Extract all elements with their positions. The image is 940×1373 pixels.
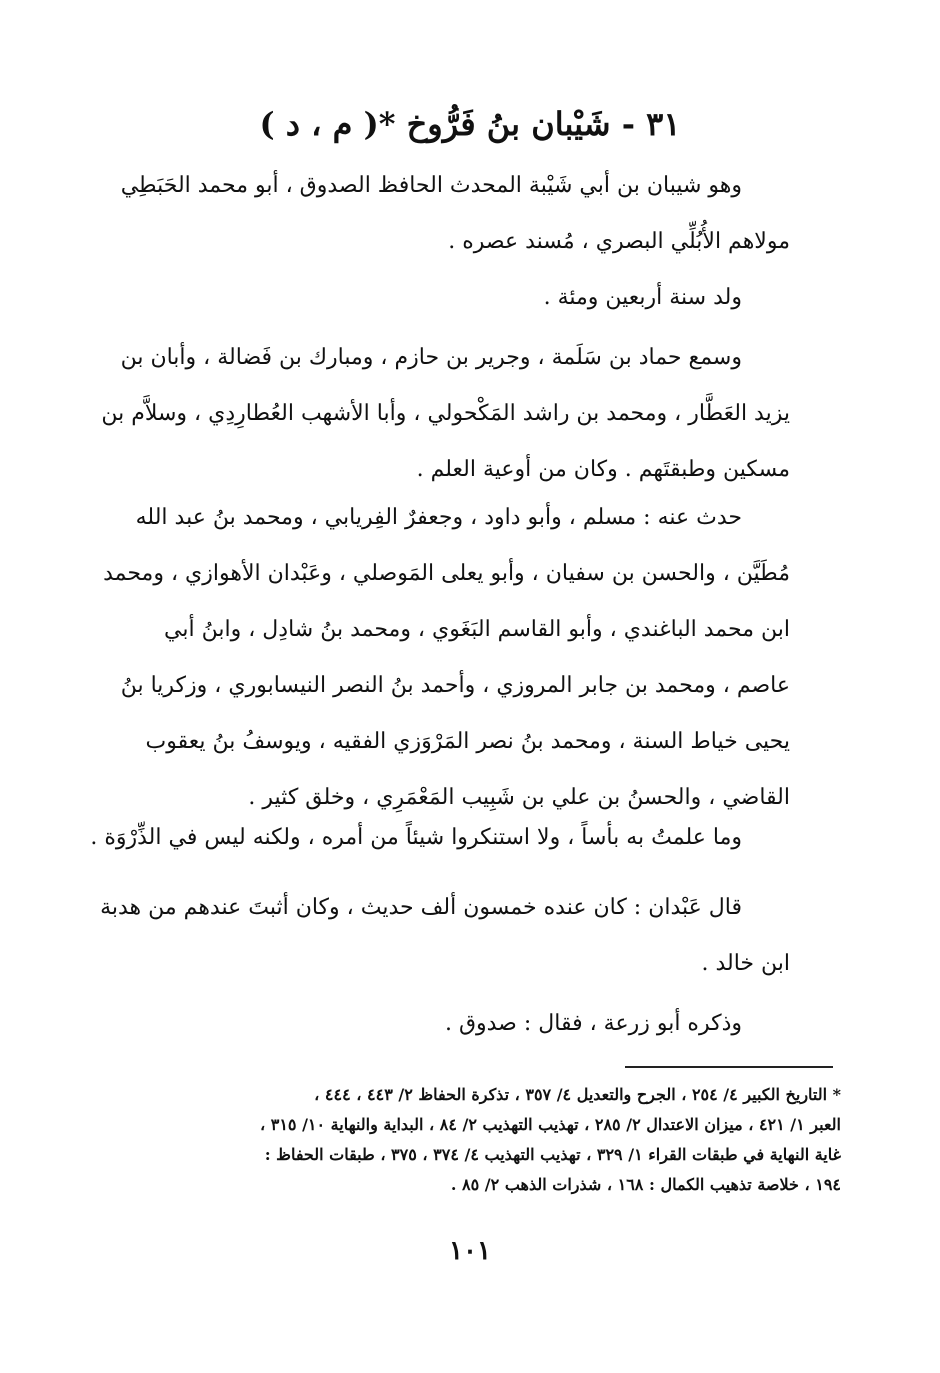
text-line: قال عَبْدان : كان عنده خمسون ألف حديث ، وكان أثبتَ عندهم من هدبة xyxy=(100,895,742,920)
paragraph-students xyxy=(103,490,790,826)
footnote-line: * التاريخ الكبير ٤/ ٢٥٤ ، الجرح والتعديل ٤/ ٣٥٧ ، تذكرة الحفاظ ٢/ ٤٤٣ ، ٤٤٤ ، xyxy=(314,1085,841,1104)
text-line: حدث عنه : مسلم ، وأبو داود ، وجعفرٌ الفِريابي ، ومحمد بنُ عبد الله xyxy=(135,505,742,530)
footnote-line: غاية النهاية في طبقات القراء ١/ ٣٢٩ ، تهذيب التهذيب ٤/ ٣٧٤ ، ٣٧٥ ، طبقات الحفاظ : xyxy=(264,1145,841,1164)
footnote-sources xyxy=(166,1080,841,1200)
text-line: القاضي ، والحسنُ بن علي بن شَبِيب المَعْمَرِي ، وخلق كثير . xyxy=(248,785,790,810)
text-line: مُطَيَّن ، والحسن بن سفيان ، وأبو يعلى المَوصلي ، وعَبْدان الأهوازي ، ومحمد xyxy=(103,561,790,586)
text-line: وسمع حماد بن سَلَمة ، وجرير بن حازم ، ومبارك بن فَضالة ، وأبان بن xyxy=(120,345,742,370)
text-line: ابن خالد . xyxy=(701,951,790,976)
text-line: وما علمتُ به بأساً ، ولا استنكروا شيئاً من أمره ، ولكنه ليس في الذِّرْوَة . xyxy=(90,825,742,850)
paragraph-abu-zura xyxy=(166,996,790,1052)
footnote-line: ١٩٤ ، خلاصة تذهيب الكمال : ١٦٨ ، شذرات الذهب ٢/ ٨٥ . xyxy=(450,1175,841,1194)
entry-title: ٣١ - شَيْبان بنُ فَرُّوخ *( م ، د ) xyxy=(259,105,681,143)
paragraph-abdan-quote xyxy=(100,880,790,992)
text-line: وذكره أبو زرعة ، فقال : صدوق . xyxy=(444,1011,742,1036)
paragraph-bio xyxy=(120,158,790,270)
paragraph-birth xyxy=(166,270,790,326)
footnote-divider xyxy=(625,1066,833,1068)
paragraph-assessment xyxy=(90,810,790,866)
text-line: ولد سنة أربعين ومئة . xyxy=(543,285,742,310)
page-number: ١٠١ xyxy=(449,1236,491,1266)
text-line: عاصم ، ومحمد بن جابر المروزي ، وأحمد بنُ النصر النيسابوري ، وزكريا بنُ xyxy=(120,673,790,698)
paragraph-teachers xyxy=(101,330,790,498)
text-line: مولاهم الأُبُلِّي البصري ، مُسند عصره . xyxy=(448,229,790,254)
footnote-line: العبر ١/ ٤٢١ ، ميزان الاعتدال ٢/ ٢٨٥ ، تهذيب التهذيب ٢/ ٨٤ ، البداية والنهاية ١٠/ ٣١٥ ، xyxy=(259,1115,841,1134)
text-line: يزيد العَطَّار ، ومحمد بن راشد المَكْحولي ، وأبا الأشهب العُطارِدِي ، وسلاَّم بن xyxy=(101,401,790,426)
text-line: وهو شيبان بن أبي شَيْبة المحدث الحافظ الصدوق ، أبو محمد الحَبَطِي xyxy=(120,173,742,198)
text-line: يحيى خياط السنة ، ومحمد بنُ نصر المَرْوَزي الفقيه ، ويوسفُ بنُ يعقوب xyxy=(145,729,790,754)
text-line: مسكين وطبقتَهم . وكان من أوعية العلم . xyxy=(416,457,790,482)
text-line: ابن محمد الباغندي ، وأبو القاسم البَغَوي ، ومحمد بنُ شادِل ، وابنُ أبي xyxy=(164,617,790,642)
